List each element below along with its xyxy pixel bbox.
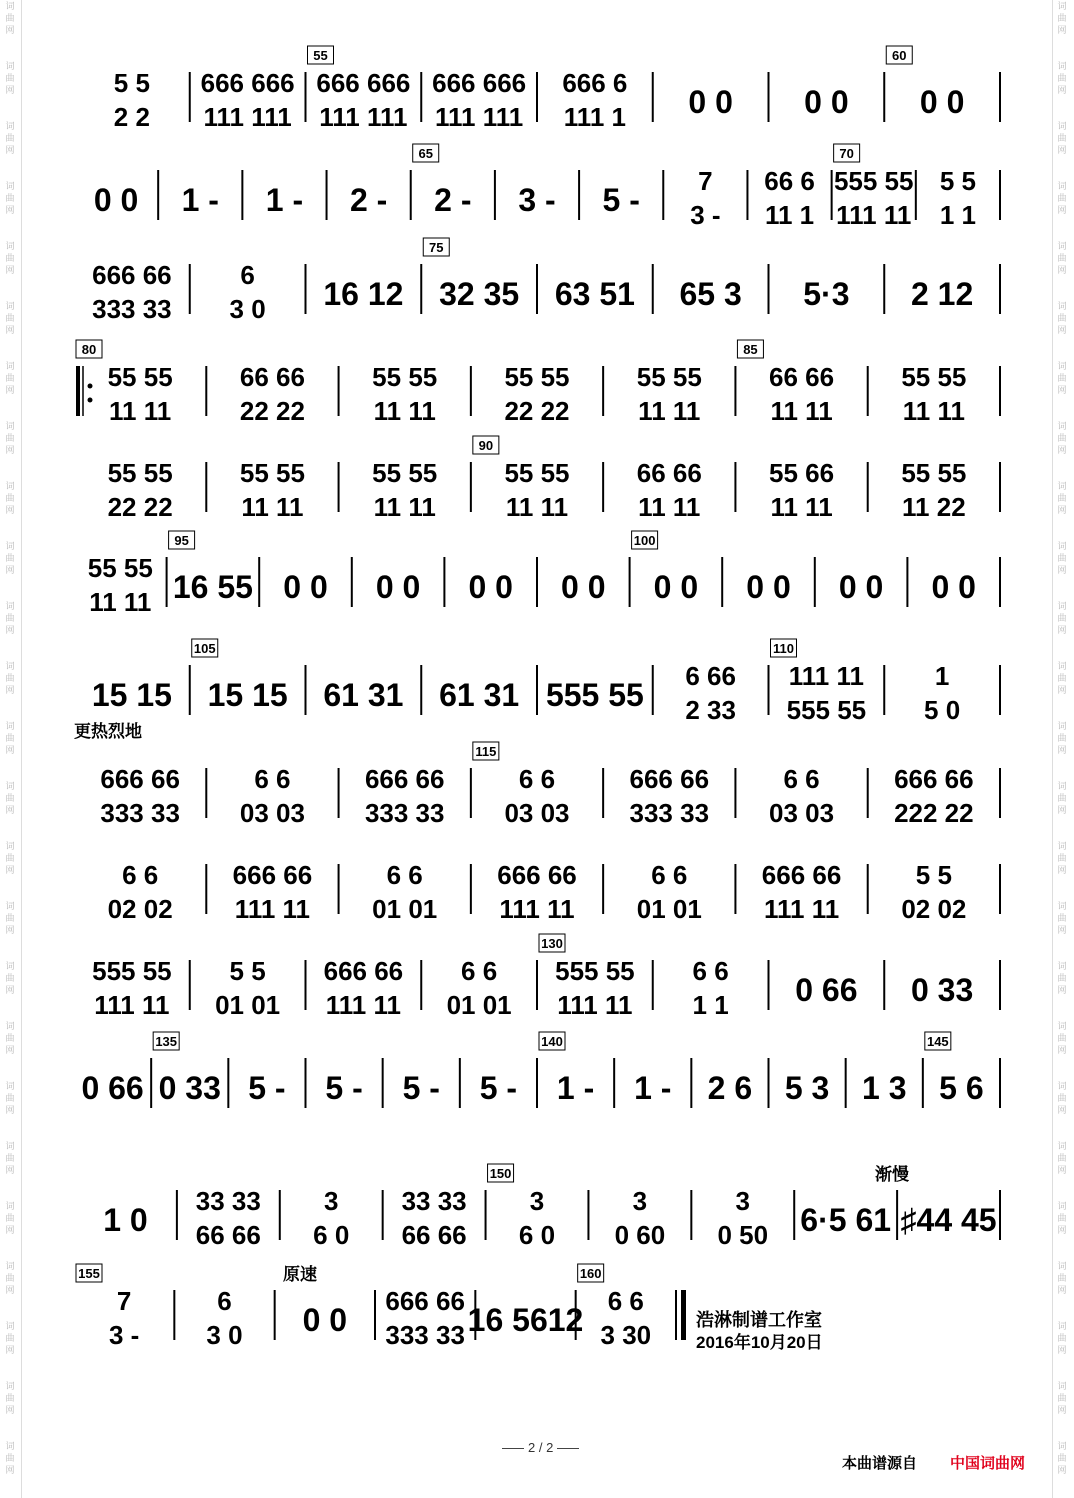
lower-note-group: 11 11: [770, 396, 833, 426]
note-group: 63 51: [554, 276, 635, 312]
note-group: 5 -: [602, 182, 640, 218]
watermark-glyphs: 词 曲 网: [1057, 121, 1067, 155]
watermark-glyphs: 词 曲 网: [1057, 301, 1067, 335]
watermark-glyphs: 词 曲 网: [1057, 361, 1067, 395]
upper-note-group: 6 6: [518, 764, 556, 794]
upper-note-group: 5 5: [113, 68, 150, 98]
lower-note-group: 11 11: [505, 492, 569, 522]
watermark-glyphs: 词 曲 网: [1057, 61, 1067, 95]
lower-note-group: 11 11: [109, 396, 172, 426]
measure-number: 80: [81, 342, 97, 357]
upper-note-group: 3: [735, 1186, 751, 1216]
note-group: 0 0: [468, 569, 513, 605]
note-group: 6·5 61: [800, 1202, 892, 1238]
lower-note-group: 3 0: [229, 294, 266, 324]
upper-note-group: 3: [632, 1186, 648, 1216]
note-group: 5 3: [784, 1070, 830, 1106]
upper-note-group: 55 55: [107, 362, 173, 392]
lower-note-group: 03 03: [239, 798, 305, 828]
upper-note-group: 7: [116, 1286, 132, 1316]
upper-note-group: 666 66: [497, 860, 577, 890]
watermark-glyphs: 词 曲 网: [5, 361, 15, 395]
upper-note-group: 666 66: [364, 764, 445, 794]
watermark-glyphs: 词 曲 网: [5, 541, 15, 575]
watermark-glyphs: 词 曲 网: [5, 1441, 15, 1475]
upper-note-group: 55 55: [504, 458, 570, 488]
upper-note-group: 55 55: [901, 362, 967, 392]
lower-note-group: 0 60: [614, 1220, 666, 1250]
upper-note-group: 666 66: [385, 1286, 465, 1316]
note-group: 0 33: [158, 1070, 221, 1106]
repeat-dot: [88, 384, 93, 389]
measure-number: 55: [313, 48, 328, 63]
lower-note-group: 03 03: [769, 798, 835, 828]
watermark-glyphs: 词 曲 网: [5, 781, 15, 815]
note-group: 65 3: [679, 276, 742, 312]
upper-note-group: 7: [698, 166, 713, 196]
note-group: 0 0: [302, 1302, 348, 1338]
upper-note-group: 55 55: [87, 553, 153, 583]
final-barline-thick: [681, 1290, 686, 1340]
upper-note-group: 1: [934, 661, 950, 691]
measure-number: 105: [193, 641, 216, 656]
lower-note-group: 111 11: [499, 894, 575, 924]
lower-note-group: 2 2: [113, 102, 150, 132]
upper-note-group: 6 6: [607, 1286, 644, 1316]
upper-note-group: 3: [529, 1186, 545, 1216]
upper-note-group: 6 6: [386, 860, 423, 890]
measure-number: 100: [633, 533, 656, 548]
tempo-marking: 原速: [283, 1265, 317, 1284]
measure-number: 85: [743, 342, 758, 357]
upper-note-group: 55 55: [239, 458, 305, 488]
lower-note-group: 6 0: [313, 1220, 350, 1250]
note-group: 0 0: [93, 182, 139, 218]
lower-note-group: 03 03: [504, 798, 570, 828]
note-group: 2 -: [349, 182, 388, 218]
lower-note-group: 66 66: [195, 1220, 261, 1250]
lower-note-group: 11 11: [638, 396, 701, 426]
measure-number: 145: [926, 1034, 949, 1049]
source-site-link[interactable]: 中国词曲网: [950, 1455, 1026, 1472]
lower-note-group: 22 22: [107, 492, 173, 522]
watermark-glyphs: 词 曲 网: [5, 301, 15, 335]
upper-note-group: 6: [240, 260, 255, 290]
watermark-glyphs: 词 曲 网: [1057, 841, 1067, 875]
upper-note-group: 666 66: [761, 860, 842, 890]
lower-note-group: 2 33: [685, 695, 736, 725]
watermark-glyphs: 词 曲 网: [1057, 1081, 1067, 1115]
watermark-glyphs: 词 曲 网: [1057, 901, 1067, 935]
lower-note-group: 11 11: [89, 587, 152, 617]
note-group: 0 0: [688, 84, 733, 120]
watermark-glyphs: 词 曲 网: [1057, 1021, 1067, 1055]
lower-note-group: 333 33: [629, 798, 710, 828]
note-group: 5·3: [803, 276, 850, 312]
lower-note-group: 111 111: [435, 102, 524, 132]
watermark-glyphs: 词 曲 网: [1057, 721, 1067, 755]
upper-note-group: 666 66: [232, 860, 313, 890]
lower-note-group: 01 01: [636, 894, 702, 924]
lower-note-group: 3 30: [600, 1320, 652, 1350]
expression-text: 更热烈地: [74, 722, 142, 741]
note-group: 5 6: [939, 1070, 984, 1106]
watermark-glyphs: 词 曲 网: [1057, 181, 1067, 215]
watermark-glyphs: 词 曲 网: [5, 1, 15, 35]
lower-note-group: 01 01: [372, 894, 438, 924]
note-group: 5 -: [325, 1070, 363, 1106]
upper-note-group: 666 66: [92, 260, 172, 290]
note-group: 0 0: [838, 569, 884, 605]
lower-note-group: 11 11: [902, 396, 965, 426]
lower-note-group: 111 11: [836, 200, 912, 230]
watermark-glyphs: 词 曲 网: [5, 1141, 15, 1175]
measure-number: 150: [489, 1166, 512, 1181]
lower-note-group: 11 11: [770, 492, 833, 522]
upper-note-group: 5 5: [915, 860, 952, 890]
studio-name: 浩淋制谱工作室: [696, 1310, 822, 1330]
upper-note-group: 3: [323, 1186, 339, 1216]
upper-note-group: 555 55: [555, 956, 635, 986]
watermark-glyphs: 词 曲 网: [5, 1381, 15, 1415]
watermark-glyphs: 词 曲 网: [1057, 601, 1067, 635]
lower-note-group: 11 11: [373, 492, 436, 522]
upper-note-group: 666 66: [323, 956, 404, 986]
watermark-glyphs: 词 曲 网: [1057, 1141, 1067, 1175]
measure-number: 130: [541, 936, 563, 951]
lower-note-group: 11 22: [902, 492, 966, 522]
lower-note-group: 111 11: [94, 990, 170, 1020]
lower-note-group: 222 22: [894, 798, 974, 828]
lower-note-group: 111 11: [763, 894, 840, 924]
score-date: 2016年10月20日: [696, 1333, 823, 1352]
upper-note-group: 111 11: [788, 661, 864, 691]
upper-note-group: 55 55: [372, 458, 438, 488]
measure-number: 65: [418, 146, 433, 161]
lower-note-group: 111 111: [203, 102, 292, 132]
upper-note-group: 666 66: [629, 764, 710, 794]
note-group: 2 6: [707, 1070, 753, 1106]
note-group: 1 -: [634, 1070, 672, 1106]
note-group: 0 0: [746, 569, 791, 605]
upper-note-group: 666 666: [316, 68, 411, 98]
note-group: 0 66: [795, 972, 858, 1008]
watermark-glyphs: 词 曲 网: [5, 1321, 15, 1355]
note-group: 1 0: [103, 1202, 148, 1238]
lower-note-group: 5 0: [924, 695, 961, 725]
note-group: 1 -: [265, 182, 304, 218]
upper-note-group: 6 6: [461, 956, 498, 986]
lower-note-group: 0 50: [717, 1220, 769, 1250]
watermark-glyphs: 词 曲 网: [1057, 781, 1067, 815]
lower-note-group: 333 33: [364, 798, 445, 828]
upper-note-group: 666 66: [100, 764, 180, 794]
upper-note-group: 5 5: [939, 166, 976, 196]
note-group: 61 31: [439, 677, 520, 713]
note-group: 2 12: [910, 276, 974, 312]
watermark-glyphs: 词 曲 网: [5, 181, 15, 215]
upper-note-group: 55 66: [769, 458, 835, 488]
lower-note-group: 11 1: [764, 200, 815, 230]
page-number: 2 / 2: [498, 1440, 583, 1455]
measure-number: 70: [839, 146, 854, 161]
note-group: 0 0: [919, 84, 965, 120]
tempo-marking: 渐慢: [875, 1165, 909, 1184]
watermark-glyphs: 词 曲 网: [5, 241, 15, 275]
upper-note-group: 666 666: [200, 68, 295, 98]
lower-note-group: 22 22: [239, 396, 305, 426]
lower-note-group: 1 1: [939, 200, 976, 230]
note-group: 15 15: [207, 677, 288, 713]
lower-note-group: 11 11: [241, 492, 304, 522]
measure-number: 60: [892, 48, 907, 63]
watermark-glyphs: 词 曲 网: [5, 1021, 15, 1055]
upper-note-group: 55 55: [636, 362, 702, 392]
upper-note-group: 6: [217, 1286, 232, 1316]
note-group: 5 -: [248, 1070, 286, 1106]
lower-note-group: 333 33: [92, 294, 172, 324]
lower-note-group: 66 66: [401, 1220, 467, 1250]
watermark-glyphs: 词 曲 网: [1057, 1321, 1067, 1355]
note-group: 0 0: [561, 569, 606, 605]
watermark-glyphs: 词 曲 网: [5, 1081, 15, 1115]
watermark-glyphs: 词 曲 网: [5, 961, 15, 995]
upper-note-group: 5 5: [229, 956, 266, 986]
note-group: 16 12: [323, 276, 404, 312]
note-group: 0 66: [81, 1070, 144, 1106]
note-group: 2 -: [434, 182, 472, 218]
lower-note-group: 3 -: [690, 200, 721, 230]
lower-note-group: 111 11: [325, 990, 401, 1020]
lower-note-group: 1 1: [692, 990, 729, 1020]
watermark-glyphs: 词 曲 网: [5, 721, 15, 755]
note-group: 32 35: [439, 276, 520, 312]
lower-note-group: 02 02: [107, 894, 173, 924]
upper-note-group: 555 55: [92, 956, 172, 986]
note-group: 3 -: [518, 182, 556, 218]
upper-note-group: 66 6: [764, 166, 815, 196]
watermark-glyphs: 词 曲 网: [5, 601, 15, 635]
measure-number: 75: [429, 240, 444, 255]
lower-note-group: 111 1: [563, 102, 626, 132]
watermark-glyphs: 词 曲 网: [1057, 1201, 1067, 1235]
note-group: 5 -: [479, 1070, 518, 1106]
lower-note-group: 22 22: [504, 396, 570, 426]
measure-number: 115: [475, 744, 497, 759]
measure-number: 90: [478, 438, 494, 453]
upper-note-group: 66 66: [769, 362, 835, 392]
watermark-glyphs: 词 曲 网: [5, 121, 15, 155]
note-group: 16 5612: [467, 1302, 584, 1338]
lower-note-group: 3 -: [108, 1320, 140, 1350]
upper-note-group: 33 33: [195, 1186, 261, 1216]
upper-note-group: 33 33: [401, 1186, 467, 1216]
lower-note-group: 555 55: [786, 695, 867, 725]
note-group: 5 -: [402, 1070, 440, 1106]
note-group: 1 -: [181, 182, 219, 218]
watermark-glyphs: 词 曲 网: [5, 841, 15, 875]
lower-note-group: 6 0: [518, 1220, 556, 1250]
lower-note-group: 3 0: [206, 1320, 243, 1350]
lower-note-group: 111 11: [557, 990, 633, 1020]
upper-note-group: 6 6: [783, 764, 820, 794]
watermark-glyphs: 词 曲 网: [1057, 421, 1067, 455]
watermark-glyphs: 词 曲 网: [5, 661, 15, 695]
watermark-glyphs: 词 曲 网: [5, 421, 15, 455]
upper-note-group: 55 55: [901, 458, 967, 488]
note-group: 15 15: [91, 677, 172, 713]
watermark-glyphs: 词 曲 网: [1057, 481, 1067, 515]
note-group: 0 0: [804, 84, 849, 120]
upper-note-group: 6 6: [254, 764, 291, 794]
note-group: 0 33: [910, 972, 974, 1008]
lower-note-group: 111 111: [319, 102, 408, 132]
watermark-glyphs: 词 曲 网: [1057, 541, 1067, 575]
lower-note-group: 01 01: [215, 990, 281, 1020]
upper-note-group: 55 55: [504, 362, 570, 392]
lower-note-group: 333 33: [100, 798, 180, 828]
upper-note-group: 6 6: [651, 860, 688, 890]
measure-number: 95: [174, 533, 189, 548]
note-group: 1 3: [862, 1070, 907, 1106]
upper-note-group: 555 55: [833, 166, 914, 196]
note-group: 16 55: [172, 569, 253, 605]
repeat-start-thick: [76, 366, 80, 416]
watermark-glyphs: 词 曲 网: [5, 1201, 15, 1235]
note-group: 1 -: [556, 1070, 595, 1106]
upper-note-group: 666 666: [432, 68, 527, 98]
upper-note-group: 666 66: [894, 764, 974, 794]
watermark-glyphs: 词 曲 网: [1057, 1, 1067, 35]
upper-note-group: 55 55: [372, 362, 438, 392]
measure-number: 110: [773, 641, 794, 656]
upper-note-group: 666 6: [562, 68, 628, 98]
lower-note-group: 02 02: [901, 894, 967, 924]
lower-note-group: 01 01: [446, 990, 512, 1020]
upper-note-group: 66 66: [636, 458, 702, 488]
note-group: 0 0: [375, 569, 421, 605]
watermark-glyphs: 词 曲 网: [1057, 241, 1067, 275]
lower-note-group: 11 11: [638, 492, 701, 522]
repeat-dot: [88, 398, 93, 403]
measure-number: 155: [78, 1266, 100, 1281]
upper-note-group: 6 6: [122, 860, 159, 890]
note-group: 555 55: [545, 677, 644, 713]
watermark-glyphs: 词 曲 网: [5, 901, 15, 935]
measure-number: 135: [155, 1034, 178, 1049]
upper-note-group: 6 66: [685, 661, 736, 691]
lower-note-group: 333 33: [385, 1320, 465, 1350]
measure-number: 160: [579, 1266, 602, 1281]
upper-note-group: 66 66: [239, 362, 305, 392]
watermark-glyphs: 词 曲 网: [5, 61, 15, 95]
source-label: 本曲谱源自: [842, 1455, 918, 1472]
note-group: 0 0: [931, 569, 976, 605]
upper-note-group: 55 55: [107, 458, 173, 488]
watermark-glyphs: 词 曲 网: [5, 481, 15, 515]
watermark-glyphs: 词 曲 网: [5, 1261, 15, 1295]
measure-number: 140: [541, 1034, 563, 1049]
watermark-glyphs: 词 曲 网: [1057, 1381, 1067, 1415]
note-group: 0 0: [283, 569, 328, 605]
watermark-glyphs: 词 曲 网: [1057, 661, 1067, 695]
watermark-glyphs: 词 曲 网: [1057, 1441, 1067, 1475]
lower-note-group: 111 11: [234, 894, 311, 924]
lower-note-group: 11 11: [373, 396, 436, 426]
watermark-glyphs: 词 曲 网: [1057, 1261, 1067, 1295]
watermark-glyphs: 词 曲 网: [1057, 961, 1067, 995]
note-group: 61 31: [323, 677, 404, 713]
note-group: ♯44 45: [900, 1202, 997, 1238]
note-group: 0 0: [653, 569, 699, 605]
upper-note-group: 6 6: [692, 956, 729, 986]
